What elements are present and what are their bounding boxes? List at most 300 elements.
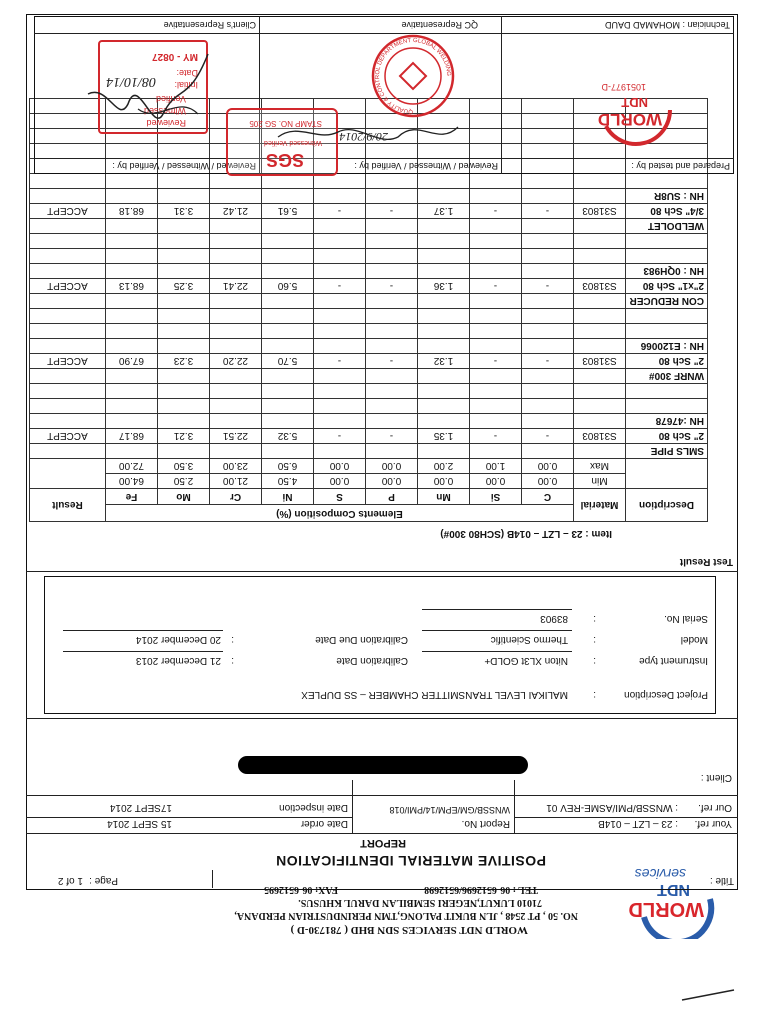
blank-cell [262, 414, 314, 429]
table-row [29, 414, 707, 429]
client-label: Client : [700, 772, 732, 783]
divider [63, 630, 223, 631]
min-value: 0.00 [470, 474, 522, 489]
blank-cell [262, 339, 314, 354]
min-value: 4.50 [262, 474, 314, 489]
client-stamp-initial: Initial: [174, 80, 198, 90]
blank-cell [105, 399, 157, 414]
blank-cell [158, 324, 210, 339]
blank-cell [29, 189, 105, 204]
blank-cell [105, 264, 157, 279]
description-line: 2" Sch 80 [626, 354, 708, 369]
model-colon: : [593, 634, 596, 645]
min-label: Min [574, 474, 626, 489]
element-header: Si [470, 489, 522, 506]
cal-due-value: 20 December 2014 [135, 634, 221, 645]
blank-cell [262, 249, 314, 264]
divider [422, 630, 572, 631]
blank-cell [418, 444, 470, 459]
blank-cell [29, 294, 105, 309]
blank-cell [418, 384, 470, 399]
table-row [29, 279, 707, 294]
table-row [29, 294, 707, 309]
blank-cell [158, 174, 210, 189]
blank-cell [210, 294, 262, 309]
divider [422, 609, 572, 610]
blank-cell [470, 249, 522, 264]
table-row [29, 234, 707, 249]
blank-cell [366, 444, 418, 459]
element-header: Mo [158, 489, 210, 506]
qc-seal-text: QUALITY & CONTROL DEPARTMENT GLOBAL WELDING [375, 37, 452, 115]
blank-cell [574, 189, 626, 204]
blank-cell [574, 249, 626, 264]
element-value: - [314, 429, 366, 444]
element-value: 68.13 [105, 279, 157, 294]
blank-cell [522, 384, 574, 399]
max-label: Max [574, 459, 626, 474]
blank-cell [158, 414, 210, 429]
reviewed-label-qc: Reviewed / Witnessed / Verified by : [354, 161, 498, 171]
blank-cell [105, 174, 157, 189]
blank-cell [314, 249, 366, 264]
divider [422, 651, 572, 652]
blank-cell [574, 234, 626, 249]
blank-cell [366, 339, 418, 354]
redacted-client-name [238, 756, 528, 774]
blank-cell [626, 174, 708, 189]
min-value: 0.00 [366, 474, 418, 489]
divider [352, 780, 353, 834]
blank-cell [158, 369, 210, 384]
blank-cell [29, 414, 105, 429]
blank-cell [418, 249, 470, 264]
blank-cell [418, 369, 470, 384]
element-value: - [314, 204, 366, 219]
model-label: Model [680, 634, 708, 645]
element-header: Ni [262, 489, 314, 506]
date-inspection-value: 17SEPT 2014 [109, 802, 172, 813]
blank-cell [522, 294, 574, 309]
blank-cell [522, 264, 574, 279]
blank-cell [626, 324, 708, 339]
blank-cell [29, 174, 105, 189]
blank-cell [314, 189, 366, 204]
your-ref-label: Your ref. [694, 818, 732, 829]
element-header: P [366, 489, 418, 506]
table-row [29, 249, 707, 264]
blank-cell [418, 219, 470, 234]
material-cell: S31803 [574, 429, 626, 444]
description-line: WNRF 300# [626, 369, 708, 384]
client-signature-date: 08/10/14 [106, 74, 156, 89]
client-stamp-witnessed: Witnessed [143, 106, 186, 116]
logo-text-services: services [634, 866, 686, 882]
blank-cell [522, 414, 574, 429]
min-value: 21.00 [210, 474, 262, 489]
blank-cell [418, 264, 470, 279]
min-value: 0.00 [418, 474, 470, 489]
blank-cell [470, 294, 522, 309]
signature-scribble-icon [48, 34, 248, 144]
blank-cell [210, 399, 262, 414]
client-stamp-reviewed: Reviewed [146, 118, 186, 128]
max-value: 0.00 [522, 459, 574, 474]
divider [26, 718, 738, 719]
blank-cell [470, 399, 522, 414]
your-ref-value: : 23 – LZT – 014B [598, 818, 678, 829]
blank-cell [366, 249, 418, 264]
element-value: 5.32 [262, 429, 314, 444]
qc-round-stamp [370, 33, 456, 119]
blank-cell [105, 234, 157, 249]
element-value: - [470, 429, 522, 444]
element-value: - [366, 204, 418, 219]
max-value: 23.00 [210, 459, 262, 474]
blank-cell [210, 324, 262, 339]
table-row [29, 324, 707, 339]
sgs-stamp-logo: SGS [265, 150, 304, 170]
serial-colon: : [593, 613, 596, 624]
blank-cell [29, 444, 105, 459]
blank-cell [470, 309, 522, 324]
technician-name: Technician : MOHAMAD DAUD [604, 20, 730, 30]
page-label: Page : [89, 875, 118, 886]
blank-cell [210, 414, 262, 429]
blank-cell [158, 234, 210, 249]
cal-date-value: 21 December 2013 [135, 655, 221, 666]
blank-cell [314, 264, 366, 279]
description-line: WELDOLET [626, 219, 708, 234]
report-subheading: REPORT [360, 837, 406, 849]
element-value: 5.70 [262, 354, 314, 369]
blank-cell [470, 234, 522, 249]
result-header: Result [29, 489, 105, 522]
blank-cell [626, 309, 708, 324]
blank-cell [105, 414, 157, 429]
blank-cell [522, 369, 574, 384]
blank-cell [418, 189, 470, 204]
blank-cell [105, 324, 157, 339]
blank-cell [522, 444, 574, 459]
element-value: 1.37 [418, 204, 470, 219]
qc-signature-icon [268, 112, 468, 152]
company-fax: FAX: 06-6512695 [264, 884, 338, 895]
blank-cell [314, 384, 366, 399]
material-cell: S31803 [574, 204, 626, 219]
blank-cell [522, 174, 574, 189]
blank-cell [626, 399, 708, 414]
blank-cell [158, 444, 210, 459]
test-item-label: Item : 23 – LZT – 014B (SCH80 300#) [440, 528, 612, 539]
blank-cell [210, 264, 262, 279]
blank-cell [522, 234, 574, 249]
min-value: 2.50 [158, 474, 210, 489]
divider [26, 571, 738, 572]
date-inspection-label: Date inspection [279, 802, 348, 813]
company-name: WORLD NDT SERVICES SDN BHD ( 781730-D ) [290, 924, 528, 936]
element-value: 21.42 [210, 204, 262, 219]
blank-cell [158, 264, 210, 279]
title-label: Title : [709, 875, 734, 886]
description-line: 2" Sch 80 [626, 429, 708, 444]
world-ndt-stamp-icon [576, 66, 676, 156]
svg-text:QUALITY & CONTROL DEPARTMENT [375, 38, 451, 114]
pen-mark-icon [678, 984, 738, 1004]
blank-cell [366, 414, 418, 429]
blank-cell [366, 264, 418, 279]
element-value: - [470, 279, 522, 294]
blank-cell [314, 444, 366, 459]
element-value: - [314, 279, 366, 294]
blank-cell [158, 399, 210, 414]
element-value: 1.32 [418, 354, 470, 369]
blank-cell [314, 309, 366, 324]
blank-cell [158, 339, 210, 354]
table-row [29, 339, 707, 354]
blank-cell [574, 399, 626, 414]
blank-cell [210, 309, 262, 324]
stamp-world-text: WORLD [597, 110, 662, 129]
blank-cell [210, 249, 262, 264]
table-row [29, 264, 707, 279]
table-row [29, 384, 707, 399]
blank-cell [262, 324, 314, 339]
project-desc-colon: : [593, 689, 596, 700]
max-value: 72.00 [105, 459, 157, 474]
blank-cell [105, 369, 157, 384]
blank-cell [574, 414, 626, 429]
min-value: 0.00 [314, 474, 366, 489]
description-line: CON REDUCER [626, 294, 708, 309]
blank-cell [262, 219, 314, 234]
result-cell: ACCEPT [29, 279, 105, 294]
blank-cell [418, 339, 470, 354]
test-result-label: Test Result [679, 556, 733, 567]
material-cell: S31803 [574, 279, 626, 294]
blank-cell [522, 309, 574, 324]
blank-cell [366, 294, 418, 309]
blank-cell [574, 219, 626, 234]
qc-representative: QC Representative [401, 20, 478, 30]
reviewed-label-client: Reviewed / Witnessed / Verified by : [112, 161, 256, 171]
world-ndt-stamp [576, 66, 676, 156]
cal-date-label: Calibration Date [336, 655, 408, 666]
blank-cell [314, 369, 366, 384]
blank-cell [262, 444, 314, 459]
blank-cell [470, 414, 522, 429]
description-line: HN :47678 [626, 414, 708, 429]
blank-cell [158, 189, 210, 204]
element-header: Mn [418, 489, 470, 506]
blank-cell [210, 189, 262, 204]
blank-cell [105, 294, 157, 309]
description-header: Description [626, 489, 708, 522]
qc-seal-icon [370, 33, 456, 119]
blank-cell [522, 189, 574, 204]
element-value: - [470, 354, 522, 369]
divider [515, 817, 738, 818]
page-value: 1 of 2 [57, 875, 83, 886]
blank-cell [314, 324, 366, 339]
client-stamp-verified: Verified [155, 94, 186, 104]
blank-cell [418, 324, 470, 339]
date-order-value: 15 SEPT 2014 [107, 818, 172, 829]
serial-label: Serial No. [664, 613, 708, 624]
element-value: - [522, 354, 574, 369]
description-line: HN : 0QH983 [626, 264, 708, 279]
instrument-value: Niton XL3t GOLD+ [484, 655, 568, 666]
blank-cell [470, 174, 522, 189]
blank-cell [29, 399, 105, 414]
description-line: 3/4" Sch 80 [626, 204, 708, 219]
cal-due-colon: : [231, 634, 234, 645]
blank-cell [314, 414, 366, 429]
blank-cell [158, 294, 210, 309]
blank-cell [522, 324, 574, 339]
blank-cell [29, 339, 105, 354]
blank-cell [366, 324, 418, 339]
blank-cell [314, 294, 366, 309]
blank-cell [262, 189, 314, 204]
blank-cell [574, 384, 626, 399]
blank-cell [210, 384, 262, 399]
blank-cell [470, 219, 522, 234]
result-cell: ACCEPT [29, 204, 105, 219]
blank-cell [366, 189, 418, 204]
table-row [29, 444, 707, 459]
element-value: 3.31 [158, 204, 210, 219]
element-value: 5.61 [262, 204, 314, 219]
description-line: 2"x1" Sch 80 [626, 279, 708, 294]
table-row [29, 219, 707, 234]
blank-cell [626, 249, 708, 264]
blank-cell [418, 399, 470, 414]
blank-cell [158, 309, 210, 324]
blank-cell [105, 189, 157, 204]
max-value: 0.00 [314, 459, 366, 474]
project-desc-label: Project Description [624, 689, 708, 700]
element-value: 22.51 [210, 429, 262, 444]
project-desc-value: MALIKAI LEVEL TRANSMITTER CHAMBER – SS DUPLEX [301, 689, 568, 700]
client-stamp-my: MY - 0827 [152, 51, 198, 62]
report-no-value: WNSSB/GM/EPM/14/PMI/018 [389, 805, 510, 815]
description-line: HN : E120066 [626, 339, 708, 354]
blank-cell [262, 384, 314, 399]
blank-cell [29, 234, 105, 249]
blank-cell [470, 339, 522, 354]
report-heading: POSITIVE MATERIAL IDENTIFICATION [275, 853, 546, 869]
blank-cell [314, 219, 366, 234]
blank-cell [29, 384, 105, 399]
blank-cell [210, 339, 262, 354]
blank-cell [470, 264, 522, 279]
blank-cell [418, 294, 470, 309]
blank-cell [262, 294, 314, 309]
blank-cell [522, 219, 574, 234]
blank-cell [366, 219, 418, 234]
client-representative: Client’s Representative [163, 20, 256, 30]
cal-date-colon: : [231, 655, 234, 666]
blank-cell [210, 369, 262, 384]
blank-cell [105, 339, 157, 354]
table-row [29, 174, 707, 189]
logo-text-world: WORLD [628, 898, 704, 920]
element-value: - [522, 204, 574, 219]
element-value: - [314, 354, 366, 369]
blank-cell [574, 339, 626, 354]
model-value: Thermo Scientific [490, 634, 568, 645]
blank-cell [366, 174, 418, 189]
blank-cell [626, 234, 708, 249]
description-line: SMLS PIPE [626, 444, 708, 459]
blank-cell [262, 309, 314, 324]
blank-cell [574, 309, 626, 324]
blank-cell [366, 384, 418, 399]
element-value: - [366, 354, 418, 369]
blank-cell [470, 324, 522, 339]
our-ref-value: : WNSSB/PMI/ASME-REV 01 [546, 802, 678, 813]
company-address-2: 71010 LUKUT,NEGERI SEMBILAN DARUL KHUSUS. [298, 897, 542, 908]
material-header: Material [574, 489, 626, 522]
instrument-colon: : [593, 655, 596, 666]
element-value: 1.35 [418, 429, 470, 444]
max-value: 2.00 [418, 459, 470, 474]
max-value: 6.50 [262, 459, 314, 474]
element-value: - [366, 279, 418, 294]
sgs-stamp-sub: Witnessed Verified [264, 139, 322, 146]
element-header: Cr [210, 489, 262, 506]
blank-cell [470, 444, 522, 459]
element-value: 68.18 [105, 204, 157, 219]
blank-cell [262, 264, 314, 279]
blank-cell [366, 399, 418, 414]
company-tel: TEL : 06-6512696/6512698 [424, 884, 538, 895]
max-value: 3.50 [158, 459, 210, 474]
min-value: 0.00 [522, 474, 574, 489]
blank-cell [158, 384, 210, 399]
blank-cell [105, 444, 157, 459]
blank-cell [105, 249, 157, 264]
blank-cell [574, 294, 626, 309]
blank-cell [522, 249, 574, 264]
blank-cell [29, 369, 105, 384]
blank-cell [210, 444, 262, 459]
table-row [29, 354, 707, 369]
min-value: 64.00 [105, 474, 157, 489]
client-stamp-date: Date: [176, 68, 198, 78]
divider [26, 833, 738, 834]
cal-due-label: Calibration Due Date [315, 634, 408, 645]
elements-header: Elements Composition (%) [105, 505, 573, 522]
material-cell: S31803 [574, 354, 626, 369]
blank-cell [29, 219, 105, 234]
blank-cell [522, 399, 574, 414]
element-value: 22.41 [210, 279, 262, 294]
divider [26, 795, 738, 796]
divider [34, 158, 734, 159]
blank-cell [626, 384, 708, 399]
divider [501, 16, 502, 174]
blank-cell [29, 324, 105, 339]
max-value: 0.00 [366, 459, 418, 474]
element-value: 22.20 [210, 354, 262, 369]
blank-cell [418, 234, 470, 249]
blank-cell [210, 234, 262, 249]
our-ref-label: Our ref. [698, 802, 732, 813]
blank-cell [262, 399, 314, 414]
blank-cell [158, 249, 210, 264]
